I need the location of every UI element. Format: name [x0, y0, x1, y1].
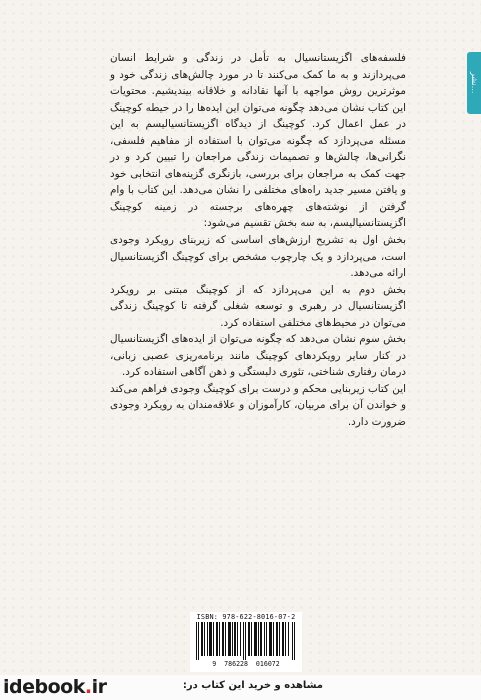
blurb-paragraph-part-two: بخش دوم به این می‌پردازد که از کوچینگ مبتنی بر رویکرد اگزیستانسیال در رهبری و توسعه شغلی گرفته تا کوچینگ زندگی می‌توان در محیط‌های مختلفی استفاده کرد.	[110, 283, 406, 329]
isbn-barcode-block	[190, 612, 302, 672]
blurb-text	[110, 50, 406, 431]
logo-tld: ir	[91, 676, 107, 698]
publisher-spine-label: نشر...	[470, 72, 479, 94]
barcode-digits: 9 786228 016072	[212, 660, 280, 668]
idebook-logo[interactable]	[3, 676, 106, 698]
logo-name: idebook	[3, 676, 85, 698]
isbn-label: ISBN: 978-622-8016-07-2	[196, 613, 296, 621]
footer-purchase-prompt: مشاهده و خرید این کتاب در:	[182, 680, 323, 691]
blurb-paragraph-intro: فلسفه‌های اگزیستانسیال به تأمل در زندگی و شرایط انسان می‌پردازند و به ما کمک می‌کنند تا در مورد چالش‌های زندگی خود و موثرترین روش مواجهه با آنها نقادانه و خلاقانه بیندیشیم. محتویات این کتاب نشان می‌دهد چگونه می‌توان این ایده‌ها را در حیطه کوچینگ در عمل اعمال کرد. کوچینگ از دیدگاه اگزیستانسیالیسم به این مسئله می‌پردازد که چگونه می‌توان با استفاده از مفاهیم فلسفی، نگرانی‌ها، چالش‌ها و تصمیمات زندگی مراجعان را تبیین کرد و در جهت کمک به مراجعان برای بررسی، بازنگری گزینه‌های انتخابی خود و یافتن مسیر جدید راه‌های مختلفی را نشان می‌دهد. این کتاب با وام گرفتن از نوشته‌های چهره‌های برجسته در زمینه کوچینگ اگزیستانسیالیسم، به سه بخش تقسیم می‌شود:	[110, 52, 406, 230]
barcode-icon	[194, 622, 298, 660]
blurb-paragraph-conclusion: این کتاب زیربنایی محکم و درست برای کوچینگ وجودی فراهم می‌کند و خواندن آن برای مربیان، کارآموزان و علاقه‌مندان به رویکرد وجودی ضرورت دارد.	[110, 382, 406, 429]
logo-dot: .	[84, 676, 92, 698]
blurb-paragraph-part-three: بخش سوم نشان می‌دهد که چگونه می‌توان از ایده‌های اگزیستانسیال در کنار سایر رویکردهای کوچینگ مانند برنامه‌ریزی عصبی زبانی، درمان رفتاری شناختی، تئوری دلبستگی و ذهن آگاهی استفاده کرد.	[110, 333, 406, 379]
blurb-paragraph-part-one: بخش اول به تشریح ارزش‌های اساسی که زیربنای رویکرد وجودی است، می‌پردازد و یک چارچوب مشخص برای کوچینگ اگزیستانسیال ارائه می‌دهد.	[110, 234, 406, 280]
